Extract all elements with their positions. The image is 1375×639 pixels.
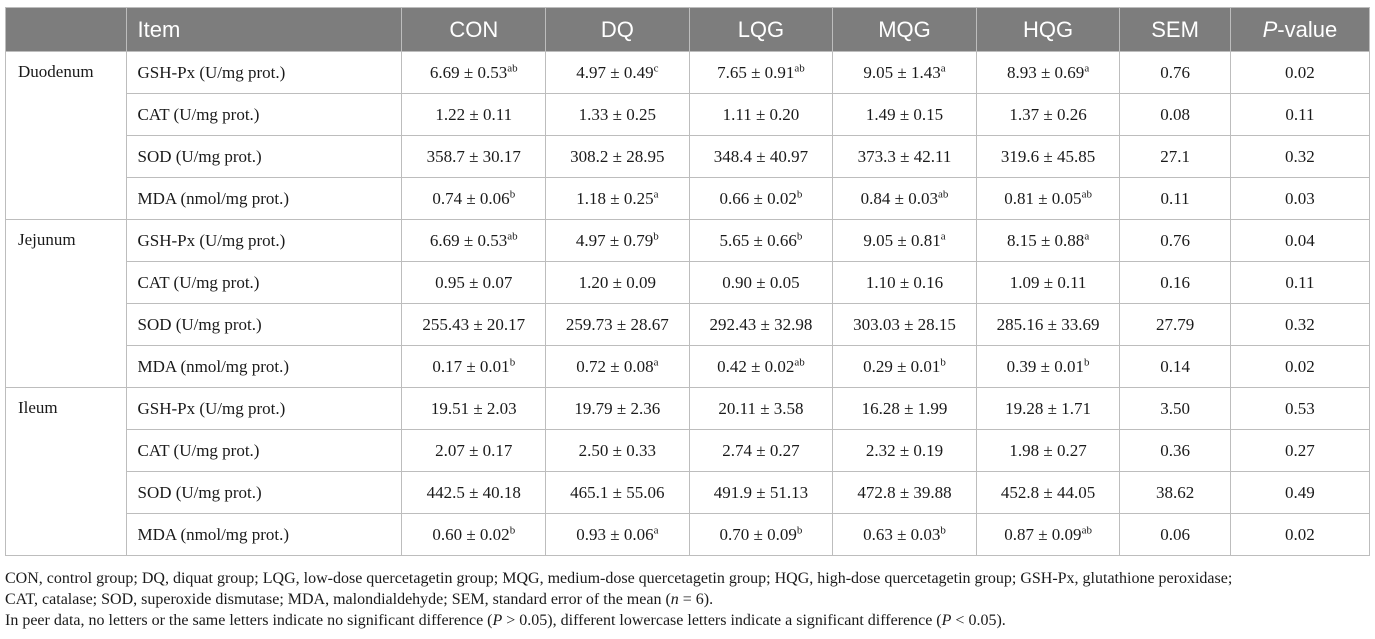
value-text: 2.50 ± 0.33 — [578, 440, 657, 460]
value-cell-con — [402, 388, 546, 430]
footnote-significance — [5, 610, 1370, 631]
value-text: 491.9 ± 51.13 — [713, 482, 809, 502]
value-text: 1.10 ± 0.16 — [865, 272, 944, 292]
value-cell-hqg — [976, 346, 1120, 388]
significance-superscript: ab — [794, 355, 805, 368]
footnote-line1a: CON, control group; DQ, diquat group; LQG, low-dose quercetagetin group; MQG, medium-dose quercetagetin group; HQG, high-dose quercetagetin group; GSH-Px, glutathione peroxidase; — [5, 570, 1233, 587]
value-cell-mqg — [833, 514, 977, 556]
value-text: 1.49 ± 0.15 — [865, 104, 944, 124]
value-text: 0.39 ± 0.01 — [1006, 356, 1084, 376]
footnote-abbreviations — [5, 568, 1370, 610]
footnote-n: n — [670, 591, 679, 608]
table-row — [6, 472, 1370, 514]
item-cell: GSH-Px (U/mg prot.) — [127, 52, 402, 94]
value-cell-dq — [546, 430, 690, 472]
value-cell-mqg — [833, 346, 977, 388]
item-cell: SOD (U/mg prot.) — [127, 304, 402, 346]
header-lqg: LQG — [689, 8, 833, 52]
value-cell-mqg — [833, 304, 977, 346]
value-text: 1.33 ± 0.25 — [578, 104, 657, 124]
value-cell-con — [402, 430, 546, 472]
sem-cell: 27.79 — [1120, 304, 1230, 346]
value-cell-con — [402, 304, 546, 346]
header-hqg: HQG — [976, 8, 1120, 52]
item-cell: CAT (U/mg prot.) — [127, 430, 402, 472]
sem-cell: 0.08 — [1120, 94, 1230, 136]
value-text: 0.60 ± 0.02 — [432, 524, 510, 544]
footnote-line1b-pre: CAT, catalase; SOD, superoxide dismutase; MDA, malondialdehyde; SEM, standard error of the mean ( — [5, 591, 671, 608]
value-cell-lqg — [689, 472, 833, 514]
value-cell-lqg — [689, 346, 833, 388]
significance-superscript: ab — [507, 229, 518, 242]
value-text: 348.4 ± 40.97 — [713, 146, 809, 166]
footnote-p1: P — [492, 612, 503, 629]
value-text: 358.7 ± 30.17 — [426, 146, 521, 166]
value-text: 1.98 ± 0.27 — [1009, 440, 1087, 460]
value-text: 2.32 ± 0.19 — [865, 440, 944, 460]
value-text: 1.18 ± 0.25 — [576, 188, 654, 208]
value-text: 5.65 ± 0.66 — [719, 230, 797, 250]
value-cell-hqg — [976, 304, 1120, 346]
section-label: Ileum — [6, 388, 127, 556]
value-cell-hqg — [976, 220, 1120, 262]
value-cell-mqg — [833, 388, 977, 430]
value-cell-hqg — [976, 514, 1120, 556]
value-cell-hqg — [976, 178, 1120, 220]
footnote-line2-pre: In peer data, no letters or the same letters indicate no significant difference ( — [5, 612, 493, 629]
table-row — [6, 262, 1370, 304]
footnotes — [5, 568, 1370, 631]
item-cell: CAT (U/mg prot.) — [127, 262, 402, 304]
sem-cell: 0.76 — [1120, 52, 1230, 94]
value-cell-dq — [546, 52, 690, 94]
significance-superscript: a — [653, 187, 659, 200]
table-row — [6, 220, 1370, 262]
value-cell-dq — [546, 472, 690, 514]
value-text: 452.8 ± 44.05 — [1000, 482, 1096, 502]
table-row — [6, 304, 1370, 346]
value-text: 259.73 ± 28.67 — [565, 314, 669, 334]
value-text: 1.20 ± 0.09 — [578, 272, 657, 292]
value-text: 1.37 ± 0.26 — [1009, 104, 1087, 124]
value-cell-lqg — [689, 514, 833, 556]
value-text: 472.8 ± 39.88 — [857, 482, 952, 502]
item-cell: CAT (U/mg prot.) — [127, 94, 402, 136]
header-item: Item — [127, 8, 402, 52]
value-cell-con — [402, 178, 546, 220]
value-cell-mqg — [833, 472, 977, 514]
header-p-suffix: -value — [1277, 16, 1338, 42]
table-row — [6, 514, 1370, 556]
p-value-cell: 0.53 — [1230, 388, 1369, 430]
value-text: 0.90 ± 0.05 — [722, 272, 800, 292]
significance-superscript: ab — [1081, 523, 1092, 536]
value-text: 0.63 ± 0.03 — [863, 524, 941, 544]
significance-superscript: a — [653, 523, 659, 536]
value-cell-con — [402, 136, 546, 178]
significance-superscript: a — [940, 229, 946, 242]
value-text: 303.03 ± 28.15 — [853, 314, 956, 334]
value-cell-dq — [546, 346, 690, 388]
value-cell-mqg — [833, 262, 977, 304]
value-cell-lqg — [689, 136, 833, 178]
value-cell-lqg — [689, 52, 833, 94]
value-cell-con — [402, 94, 546, 136]
value-text: 6.69 ± 0.53 — [429, 62, 508, 82]
value-cell-lqg — [689, 220, 833, 262]
sem-cell: 0.76 — [1120, 220, 1230, 262]
p-value-cell: 0.11 — [1230, 262, 1369, 304]
value-cell-hqg — [976, 472, 1120, 514]
significance-superscript: a — [940, 61, 946, 74]
table-row — [6, 52, 1370, 94]
value-cell-mqg — [833, 136, 977, 178]
p-value-cell: 0.02 — [1230, 52, 1369, 94]
table-row — [6, 430, 1370, 472]
value-text: 255.43 ± 20.17 — [422, 314, 526, 334]
header-con: CON — [402, 8, 546, 52]
value-cell-dq — [546, 388, 690, 430]
sem-cell: 0.36 — [1120, 430, 1230, 472]
value-text: 4.97 ± 0.49 — [576, 62, 654, 82]
significance-superscript: a — [1084, 61, 1090, 74]
value-cell-dq — [546, 304, 690, 346]
header-row — [6, 8, 1370, 52]
value-text: 465.1 ± 55.06 — [570, 482, 665, 502]
value-cell-mqg — [833, 220, 977, 262]
significance-superscript: b — [509, 355, 516, 368]
header-sem: SEM — [1120, 8, 1230, 52]
value-cell-dq — [546, 262, 690, 304]
table-row — [6, 136, 1370, 178]
value-cell-mqg — [833, 52, 977, 94]
sem-cell: 0.14 — [1120, 346, 1230, 388]
value-text: 9.05 ± 0.81 — [863, 230, 941, 250]
section-label: Jejunum — [6, 220, 127, 388]
p-value-cell: 0.02 — [1230, 346, 1369, 388]
data-table — [5, 7, 1370, 556]
table-body — [6, 52, 1370, 556]
value-cell-mqg — [833, 430, 977, 472]
value-text: 2.07 ± 0.17 — [435, 440, 513, 460]
value-cell-dq — [546, 94, 690, 136]
value-text: 0.17 ± 0.01 — [432, 356, 510, 376]
value-cell-dq — [546, 514, 690, 556]
value-text: 0.87 ± 0.09 — [1004, 524, 1082, 544]
value-cell-con — [402, 472, 546, 514]
significance-superscript: a — [1084, 229, 1090, 242]
section-label: Duodenum — [6, 52, 127, 220]
value-text: 1.09 ± 0.11 — [1009, 272, 1087, 292]
value-text: 8.15 ± 0.88 — [1006, 230, 1085, 250]
significance-superscript: b — [653, 229, 659, 242]
p-value-cell: 0.27 — [1230, 430, 1369, 472]
sem-cell: 0.16 — [1120, 262, 1230, 304]
significance-superscript: ab — [507, 61, 518, 74]
p-value-cell: 0.02 — [1230, 514, 1369, 556]
value-text: 16.28 ± 1.99 — [861, 398, 948, 418]
value-cell-hqg — [976, 262, 1120, 304]
significance-superscript: b — [940, 355, 946, 368]
footnote-line2-mid: > 0.05), different lowercase letters indicate a significant difference ( — [502, 612, 942, 629]
significance-superscript: a — [653, 355, 659, 368]
value-cell-con — [402, 262, 546, 304]
value-cell-lqg — [689, 94, 833, 136]
value-cell-dq — [546, 136, 690, 178]
value-text: 308.2 ± 28.95 — [570, 146, 665, 166]
p-value-cell: 0.11 — [1230, 94, 1369, 136]
sem-cell: 27.1 — [1120, 136, 1230, 178]
value-text: 19.51 ± 2.03 — [430, 398, 517, 418]
value-cell-con — [402, 52, 546, 94]
value-text: 7.65 ± 0.91 — [717, 62, 795, 82]
table-header — [6, 8, 1370, 52]
significance-superscript: ab — [794, 61, 805, 74]
item-cell: SOD (U/mg prot.) — [127, 472, 402, 514]
value-text: 0.42 ± 0.02 — [717, 356, 795, 376]
value-cell-con — [402, 514, 546, 556]
item-cell: MDA (nmol/mg prot.) — [127, 178, 402, 220]
value-cell-mqg — [833, 178, 977, 220]
value-text: 6.69 ± 0.53 — [429, 230, 508, 250]
footnote-line1b-post: = 6). — [678, 591, 714, 608]
value-cell-lqg — [689, 178, 833, 220]
value-cell-hqg — [976, 52, 1120, 94]
value-text: 4.97 ± 0.79 — [575, 230, 654, 250]
value-text: 0.74 ± 0.06 — [432, 188, 510, 208]
item-cell: GSH-Px (U/mg prot.) — [127, 220, 402, 262]
significance-superscript: b — [509, 523, 516, 536]
value-text: 19.28 ± 1.71 — [1005, 398, 1091, 418]
value-text: 2.74 ± 0.27 — [722, 440, 800, 460]
significance-superscript: c — [653, 61, 659, 74]
item-cell: GSH-Px (U/mg prot.) — [127, 388, 402, 430]
footnote-line2-post: < 0.05). — [951, 612, 1006, 629]
value-cell-lqg — [689, 304, 833, 346]
value-cell-hqg — [976, 136, 1120, 178]
significance-superscript: ab — [937, 187, 949, 200]
value-text: 373.3 ± 42.11 — [857, 146, 952, 166]
value-cell-dq — [546, 220, 690, 262]
significance-superscript: b — [509, 187, 516, 200]
table-row — [6, 178, 1370, 220]
p-value-cell: 0.32 — [1230, 304, 1369, 346]
value-text: 19.79 ± 2.36 — [574, 398, 661, 418]
significance-superscript: b — [796, 187, 803, 200]
value-text: 0.66 ± 0.02 — [719, 188, 797, 208]
value-text: 9.05 ± 1.43 — [863, 62, 941, 82]
value-text: 20.11 ± 3.58 — [718, 398, 804, 418]
p-value-cell: 0.04 — [1230, 220, 1369, 262]
value-text: 0.95 ± 0.07 — [435, 272, 513, 292]
value-cell-dq — [546, 178, 690, 220]
footnote-p2: P — [941, 612, 952, 629]
table-row — [6, 94, 1370, 136]
value-text: 292.43 ± 32.98 — [709, 314, 813, 334]
value-text: 442.5 ± 40.18 — [426, 482, 521, 502]
p-value-cell: 0.03 — [1230, 178, 1369, 220]
header-dq: DQ — [546, 8, 690, 52]
value-cell-lqg — [689, 388, 833, 430]
value-text: 1.22 ± 0.11 — [435, 104, 513, 124]
value-text: 8.93 ± 0.69 — [1006, 62, 1085, 82]
value-cell-mqg — [833, 94, 977, 136]
significance-superscript: ab — [1081, 187, 1092, 200]
header-blank — [6, 8, 127, 52]
value-cell-lqg — [689, 262, 833, 304]
table-row — [6, 346, 1370, 388]
value-text: 0.81 ± 0.05 — [1004, 188, 1082, 208]
value-cell-hqg — [976, 94, 1120, 136]
value-cell-con — [402, 220, 546, 262]
sem-cell: 0.11 — [1120, 178, 1230, 220]
significance-superscript: b — [796, 229, 803, 242]
item-cell: SOD (U/mg prot.) — [127, 136, 402, 178]
value-text: 0.72 ± 0.08 — [576, 356, 654, 376]
value-text: 0.29 ± 0.01 — [863, 356, 941, 376]
sem-cell: 3.50 — [1120, 388, 1230, 430]
value-text: 0.93 ± 0.06 — [576, 524, 654, 544]
value-text: 0.84 ± 0.03 — [860, 188, 938, 208]
significance-superscript: b — [1084, 355, 1090, 368]
value-cell-lqg — [689, 430, 833, 472]
item-cell: MDA (nmol/mg prot.) — [127, 346, 402, 388]
p-value-cell: 0.32 — [1230, 136, 1369, 178]
significance-superscript: b — [940, 523, 946, 536]
value-text: 285.16 ± 33.69 — [996, 314, 1100, 334]
header-p-italic: P — [1262, 16, 1278, 42]
table-row — [6, 388, 1370, 430]
header-mqg: MQG — [833, 8, 977, 52]
sem-cell: 0.06 — [1120, 514, 1230, 556]
p-value-cell: 0.49 — [1230, 472, 1369, 514]
significance-superscript: b — [796, 523, 803, 536]
value-cell-hqg — [976, 430, 1120, 472]
value-text: 0.70 ± 0.09 — [719, 524, 797, 544]
value-text: 319.6 ± 45.85 — [1000, 146, 1096, 166]
header-p-value — [1230, 8, 1369, 52]
value-cell-hqg — [976, 388, 1120, 430]
value-text: 1.11 ± 0.20 — [722, 104, 800, 124]
sem-cell: 38.62 — [1120, 472, 1230, 514]
value-cell-con — [402, 346, 546, 388]
item-cell: MDA (nmol/mg prot.) — [127, 514, 402, 556]
